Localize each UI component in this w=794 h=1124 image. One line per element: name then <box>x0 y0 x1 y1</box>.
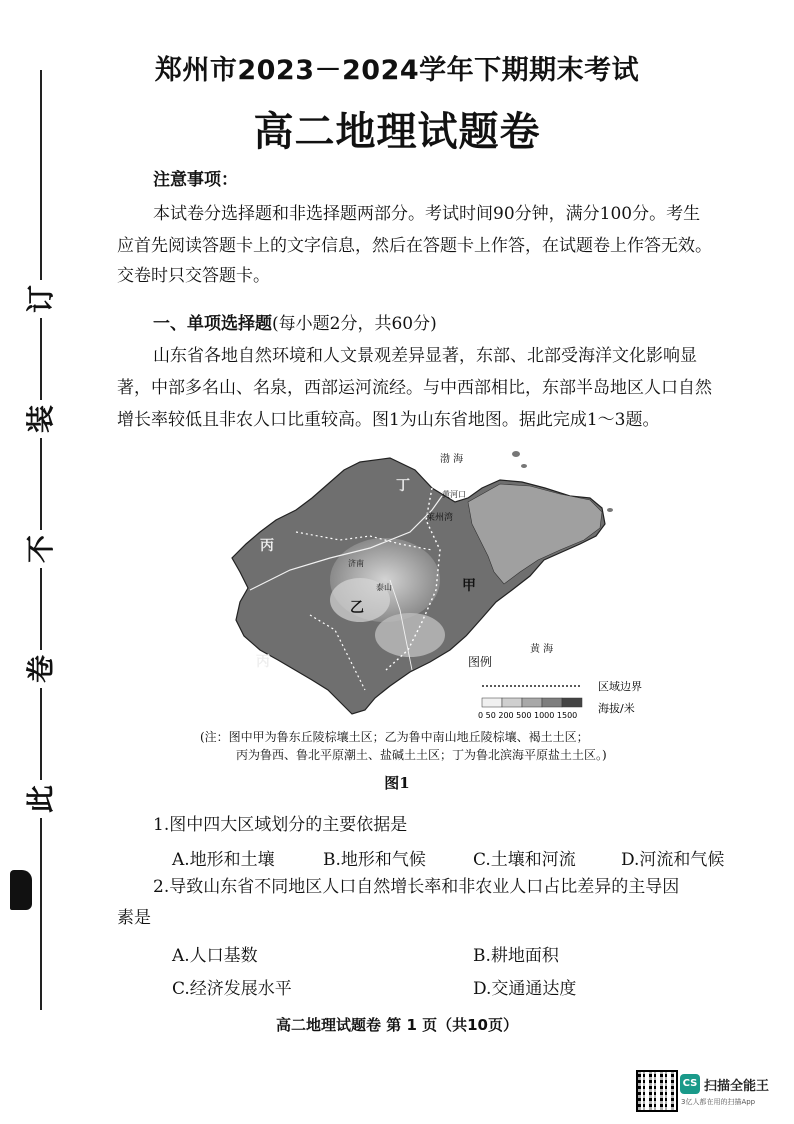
map-label-huanghe-kou: 黄河口 <box>442 490 466 499</box>
legend-bar-4 <box>542 698 562 707</box>
binding-char-juan: 卷 <box>22 650 60 688</box>
option-d: D.交通通达度 <box>473 979 577 999</box>
page-footer: 高二地理试题卷 第 1 页（共10页） <box>276 1016 518 1034</box>
notice-line: 交卷时只交答题卡。 <box>117 266 270 286</box>
intro-line: 山东省各地自然环境和人文景观差异显著，东部、北部受海洋文化影响显 <box>153 346 697 366</box>
map-label-bing-south: 丙 <box>256 654 270 670</box>
paper-title: 高二地理试题卷 <box>253 109 541 155</box>
option-a: A.地形和土壤 <box>172 850 275 870</box>
map-label-jia: 甲 <box>462 578 476 594</box>
question-stem: 1.图中四大区域划分的主要依据是 <box>153 815 408 835</box>
option-b: B.耕地面积 <box>473 946 559 966</box>
binding-char-zhuang: 装 <box>22 400 60 438</box>
shandong-map <box>200 440 690 725</box>
map-label-yi: 乙 <box>350 600 364 616</box>
option-a: A.人口基数 <box>172 946 258 966</box>
figure-note: (注：图中甲为鲁东丘陵棕壤土区；乙为鲁中南山地丘陵棕壤、褐土土区； <box>200 730 589 744</box>
option-c: C.经济发展水平 <box>172 979 292 999</box>
map-label-ding: 丁 <box>396 478 410 494</box>
binding-char-ci: 此 <box>22 780 60 818</box>
question-stem-cont: 素是 <box>117 908 151 928</box>
question-stem: 2.导致山东省不同地区人口自然增长率和非农业人口占比差异的主导因 <box>153 877 680 897</box>
legend-bar-3 <box>522 698 542 707</box>
binding-char-bu: 不 <box>22 530 60 568</box>
map-label-huanghai: 黄 海 <box>530 644 554 655</box>
map-label-laizhou-wan: 莱州湾 <box>426 513 454 523</box>
camscanner-tagline: 3亿人都在用的扫描App <box>681 1098 756 1106</box>
binding-margin <box>0 0 70 1124</box>
ink-mark <box>10 870 32 910</box>
legend-ticks: 0 50 200 500 1000 1500 <box>478 711 578 720</box>
notice-heading: 注意事项： <box>153 170 238 190</box>
section-heading-text: 一、单项选择题 <box>153 314 272 334</box>
camscanner-logo-icon: CS <box>680 1074 700 1094</box>
exam-title: 郑州市2023－2024学年下期期末考试 <box>154 55 640 86</box>
legend-bar-2 <box>502 698 522 707</box>
map-island <box>521 464 527 468</box>
option-b: B.地形和气候 <box>323 850 426 870</box>
option-d: D.河流和气候 <box>621 850 725 870</box>
section-heading-note: (每小题2分，共60分) <box>272 314 437 334</box>
legend-bar-1 <box>482 698 502 707</box>
figure-note: 丙为鲁西、鲁北平原潮土、盐碱土土区；丁为鲁北滨海平原盐土土区。) <box>236 748 607 762</box>
intro-line: 增长率较低且非农人口比重较高。图1为山东省地图。据此完成1～3题。 <box>117 410 660 430</box>
map-label-bing: 丙 <box>260 538 274 554</box>
notice-line: 本试卷分选择题和非选择题两部分。考试时间90分钟，满分100分。考生 <box>153 204 701 224</box>
legend-elev-label: 海拔/米 <box>598 702 635 715</box>
legend-title: 图例 <box>468 655 493 669</box>
intro-line: 著，中部多名山、名泉，西部运河流经。与中西部相比，东部半岛地区人口自然 <box>117 378 712 398</box>
qr-code <box>636 1070 678 1112</box>
legend-bar-5 <box>562 698 582 707</box>
notice-line: 应首先阅读答题卡上的文字信息，然后在答题卡上作答，在试题卷上作答无效。 <box>117 236 712 256</box>
legend-border-label: 区域边界 <box>598 680 642 693</box>
map-island <box>607 508 613 512</box>
map-south-hills <box>375 613 445 657</box>
map-island <box>512 451 520 457</box>
figure-label: 图1 <box>384 774 410 792</box>
map-label-taishan: 泰山 <box>376 583 392 592</box>
binding-char-ding: 订 <box>22 280 60 318</box>
option-c: C.土壤和河流 <box>473 850 576 870</box>
map-label-bohai: 渤 海 <box>440 454 464 465</box>
map-label-jinan: 济南 <box>348 559 364 568</box>
section-heading <box>153 314 437 334</box>
camscanner-name: 扫描全能王 <box>704 1079 770 1094</box>
